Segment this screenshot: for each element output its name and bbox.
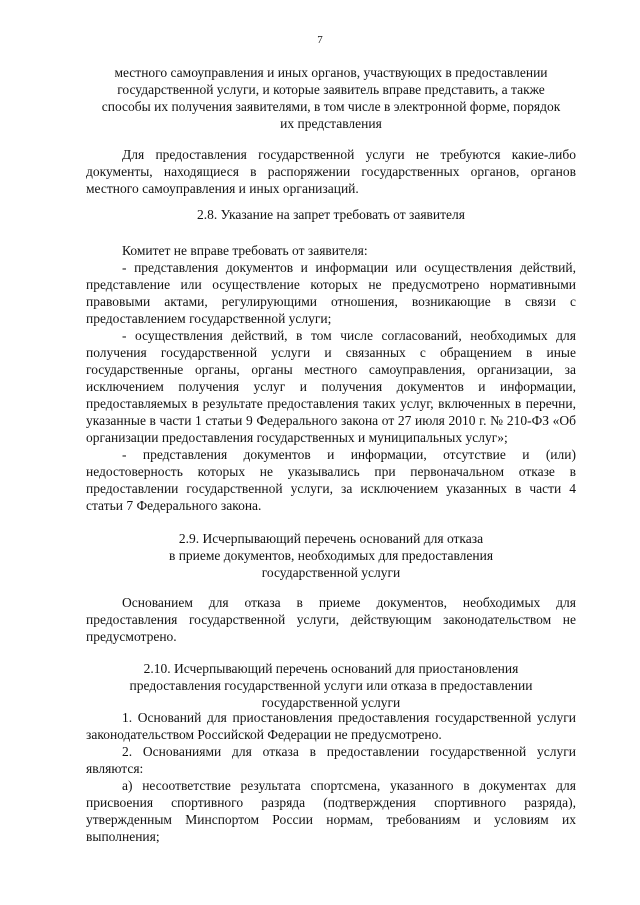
section-2-8-item: - представления документов и информации, отсутствие и (или) недостоверность которых не указывались при первоначальном отказе в предоставлении государственной услуги, за исключением указанных в части 4 статьи 7 Федерального закона. (86, 447, 576, 513)
paragraph-no-documents-required: Для предоставления государственной услуги не требуются какие-либо документы, находящиеся в распоряжении государственных органов, органов местного самоуправления и иных организаций. (86, 147, 576, 196)
section-2-8-item: - представления документов и информации или осуществления действий, представление или осуществление которых не предусмотрено нормативными правовыми актами, регулирующими отношения, возникающие в связи с предоставлением государственной услуги; (86, 260, 576, 326)
section-2-10-item: 2. Основаниями для отказа в предоставлении государственной услуги являются: (86, 744, 576, 776)
section-2-10-item: а) несоответствие результата спортсмена, указанного в документах для присвоения спортивного разряда (подтверждения спортивного разряда), утвержденным Минспортом России нормам, требованиям и условиям их выполнения; (86, 778, 576, 844)
section-2-10-body (86, 709, 576, 845)
heading-line: их представления (280, 116, 382, 131)
section-2-9-title (86, 530, 576, 581)
section-2-8-item: - осуществления действий, в том числе согласований, необходимых для получения государственной услуги и связанных с обращением в иные государственные органы, органы местного самоуправления, организации, за исключением получения услуг и получения документов и информации, предоставляемых в результате предоставления таких услуг, включенных в перечни, указанные в части 1 статьи 9 Федерального закона от 27 июля 2010 г. № 210-ФЗ «Об организации предоставления государственных и муниципальных услуг»; (86, 328, 576, 445)
section-2-9-body: Основанием для отказа в приеме документов, необходимых для предоставления государственной услуги, действующим законодательством не предусмотрено. (86, 595, 576, 644)
section-2-9-title-line: государственной услуги (261, 565, 401, 580)
section-2-10-title-line: предоставления государственной услуги или отказа в предоставлении (129, 678, 533, 693)
section-2-10-title-line: государственной услуги (261, 695, 401, 710)
heading-line: способы их получения заявителями, в том числе в электронной форме, порядок (101, 99, 561, 114)
heading-line: местного самоуправления и иных органов, участвующих в предоставлении (114, 65, 548, 80)
section-2-10-title (86, 660, 576, 711)
section-2-8-title: 2.8. Указание на запрет требовать от заявителя (197, 207, 465, 222)
section-2-8-body (86, 242, 576, 514)
section-2-8-intro: Комитет не вправе требовать от заявителя: (122, 243, 368, 258)
section-2-9-title-line: в приеме документов, необходимых для предоставления (168, 548, 494, 563)
section-2-10-item: 1. Оснований для приостановления предоставления государственной услуги законодательством Российской Федерации не предусмотрено. (86, 710, 576, 742)
section-2-9-title-line: 2.9. Исчерпывающий перечень оснований для отказа (178, 531, 484, 546)
heading-line: государственной услуги, и которые заявитель вправе представить, а также (117, 82, 545, 97)
heading-continuation (86, 64, 576, 132)
page-number: 7 (317, 34, 323, 46)
section-2-10-title-line: 2.10. Исчерпывающий перечень оснований для приостановления (143, 661, 519, 676)
